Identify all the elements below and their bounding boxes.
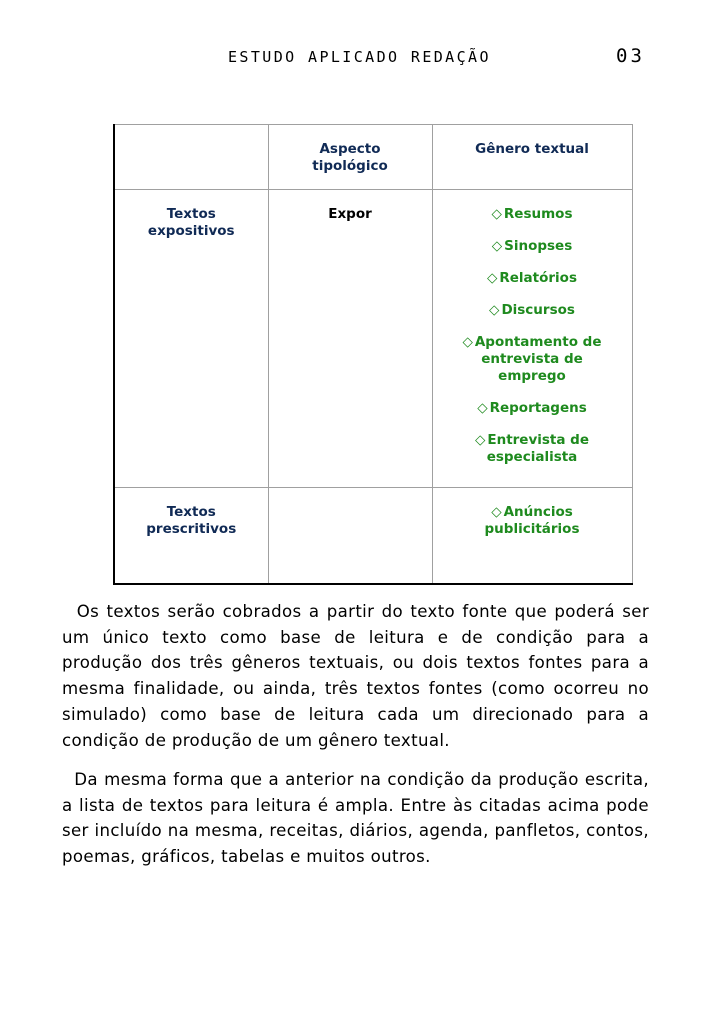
table-row [114, 488, 632, 584]
genre-item [447, 270, 618, 287]
row-category-label: Textos prescritivos [146, 504, 237, 537]
genre-item [447, 504, 618, 538]
diamond-bullet-icon: ◇ [486, 270, 498, 286]
header-aspect-label: Aspecto tipológico [312, 141, 388, 174]
row-aspect [268, 488, 432, 584]
genre-label: Discursos [501, 302, 575, 318]
table-header-row [114, 125, 632, 190]
row-category-label: Textos expositivos [147, 206, 235, 239]
genre-label: Sinopses [504, 238, 573, 254]
genre-item [447, 334, 618, 385]
diamond-bullet-icon: ◇ [474, 432, 486, 448]
row-genres [432, 488, 632, 584]
body-paragraph [62, 767, 649, 870]
page-number: 03 [616, 45, 645, 67]
body-paragraph-text: Da mesma forma que a anterior na condição da produção escrita, a lista de textos para leitura é ampla. Entre às citadas acima pode ser incluído na mesma, receitas, diários, agenda, panfletos, contos, poemas, gráficos, tabelas e muitos outros. [62, 770, 649, 867]
diamond-bullet-icon: ◇ [462, 334, 473, 350]
genre-label: Entrevista de especialista [486, 432, 590, 465]
diamond-bullet-icon: ◇ [477, 400, 488, 416]
genre-label: Reportagens [489, 400, 587, 416]
genre-item [447, 238, 618, 255]
genre-label: Relatórios [499, 270, 577, 286]
row-category [114, 190, 268, 488]
row-aspect: Expor [268, 190, 432, 488]
body-paragraph [62, 599, 649, 753]
header-cell-aspect [268, 125, 432, 190]
genre-item [447, 206, 618, 223]
body-paragraph-text: Os textos serão cobrados a partir do texto fonte que poderá ser um único texto como base de leitura e de condição para a produção dos três gêneros textuais, ou dois textos fontes para a mesma finalidade, ou ainda, três textos fontes (como ocorreu no simulado) como base de leitura cada um direcionado para a condição de produção de um gênero textual. [62, 602, 649, 750]
table-row [114, 190, 632, 488]
diamond-bullet-icon: ◇ [491, 206, 502, 222]
row-category [114, 488, 268, 584]
genre-label: Resumos [503, 206, 573, 222]
header-cell-empty [114, 125, 268, 190]
genre-item [447, 432, 618, 466]
diamond-bullet-icon: ◇ [491, 504, 502, 520]
diamond-bullet-icon: ◇ [489, 302, 500, 318]
header-cell-genre: Gênero textual [432, 125, 632, 190]
genre-list [433, 504, 632, 538]
genre-item [447, 302, 618, 319]
genres-table [113, 124, 633, 585]
header-title: ESTUDO APLICADO REDAÇÃO [228, 48, 491, 66]
genre-item [447, 400, 618, 417]
genre-label: Anúncios publicitários [484, 504, 580, 537]
genre-label: Apontamento de entrevista de emprego [474, 334, 602, 384]
diamond-bullet-icon: ◇ [491, 238, 503, 254]
genre-list [433, 206, 632, 466]
row-genres [432, 190, 632, 488]
